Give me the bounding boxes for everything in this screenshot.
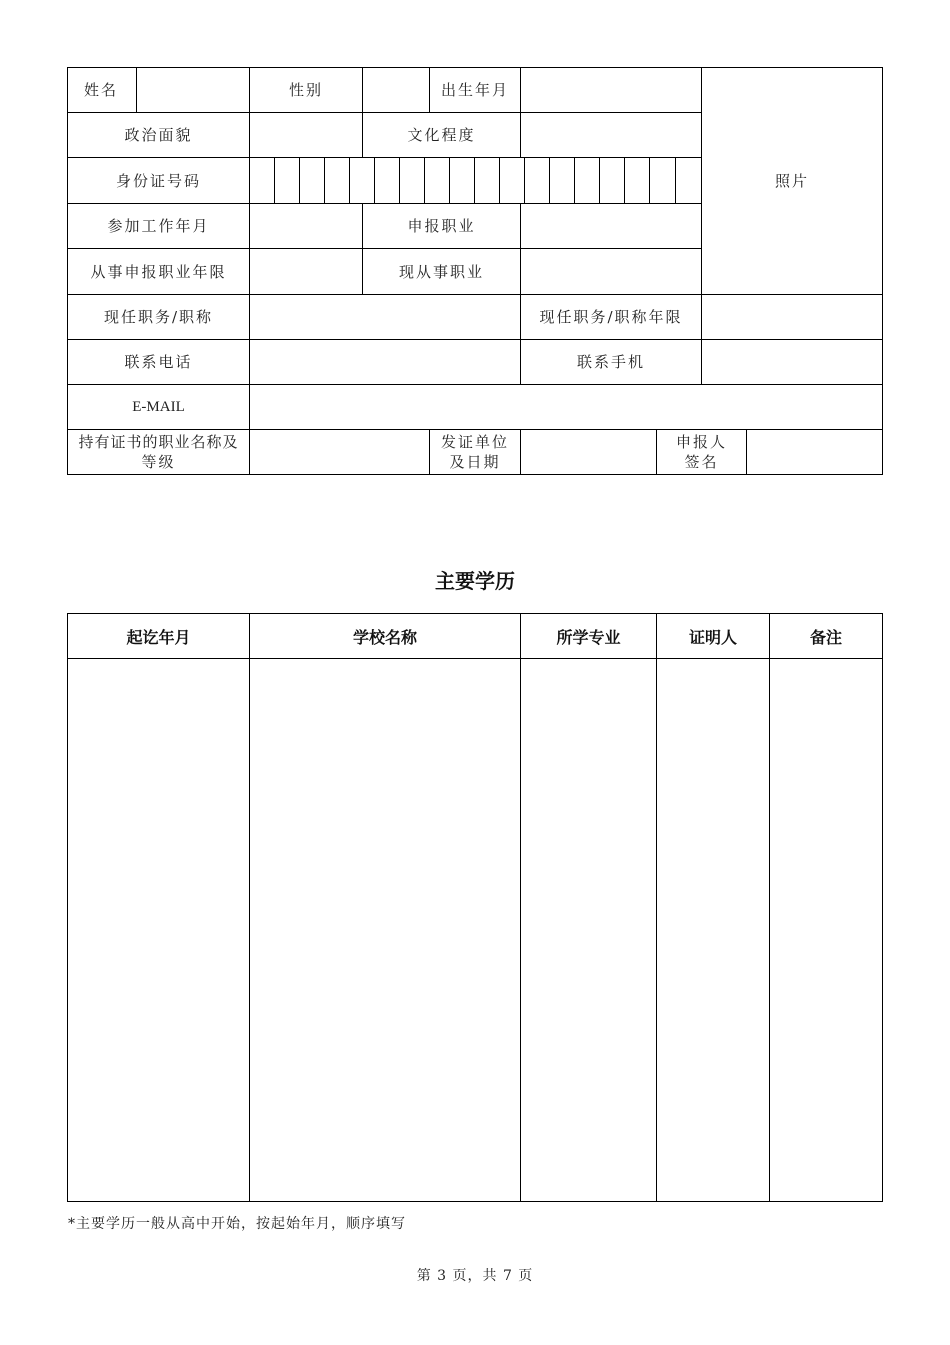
- registration-form: [67, 67, 883, 476]
- id-label: 身份证号码: [115, 171, 201, 190]
- education-level-field[interactable]: [521, 113, 701, 157]
- political-field[interactable]: [250, 113, 362, 157]
- issuer-field[interactable]: [521, 430, 656, 474]
- certificate-label: [68, 430, 249, 474]
- column-header-remarks: 备注: [809, 627, 842, 647]
- major-column-body[interactable]: [521, 659, 656, 1201]
- phone-label: 联系电话: [124, 353, 193, 371]
- current-job-label: 现从事职业: [398, 262, 484, 281]
- school-column-body[interactable]: [250, 659, 520, 1201]
- mobile-field[interactable]: [702, 340, 882, 384]
- name-label: 姓名: [84, 81, 119, 99]
- current-job-field[interactable]: [521, 249, 701, 294]
- education-table: [67, 613, 883, 1202]
- grid-line: [67, 474, 883, 475]
- signature-label-line2: 签名: [684, 453, 719, 471]
- certificate-label-line2: 等级: [141, 453, 176, 471]
- period-column-body[interactable]: [68, 659, 249, 1201]
- mobile-label: 联系手机: [576, 353, 645, 371]
- gender-label: 性别: [288, 81, 323, 99]
- issuer-label-line2: 及日期: [449, 453, 501, 471]
- education-section-title: 主要学历: [435, 569, 515, 593]
- column-header-school: 学校名称: [352, 627, 417, 647]
- birth-label: 出生年月: [440, 81, 509, 99]
- declared-job-field[interactable]: [521, 204, 701, 248]
- grid-line: [67, 1201, 883, 1202]
- phone-field[interactable]: [250, 340, 520, 384]
- name-field[interactable]: [137, 68, 249, 112]
- birth-field[interactable]: [521, 68, 701, 112]
- id-number-field[interactable]: [250, 158, 701, 203]
- remarks-column-body[interactable]: [770, 659, 882, 1201]
- current-title-years-field[interactable]: [702, 295, 882, 339]
- email-label: E-MAIL: [132, 399, 185, 415]
- education-note: *主要学历一般从高中开始，按起始年月，顺序填写: [68, 1216, 406, 1232]
- signature-label: [657, 430, 746, 474]
- issuer-label: [430, 430, 520, 474]
- signature-field[interactable]: [747, 430, 882, 474]
- email-field[interactable]: [250, 385, 882, 429]
- column-header-period: 起讫年月: [126, 627, 191, 647]
- column-header-major: 所学专业: [556, 627, 621, 647]
- work-start-field[interactable]: [250, 204, 362, 248]
- photo-box: 照片: [774, 172, 809, 190]
- certificate-field[interactable]: [250, 430, 429, 474]
- education-level-label: 文化程度: [407, 126, 476, 144]
- current-title-label: 现任职务/职称: [103, 308, 214, 326]
- witness-column-body[interactable]: [657, 659, 769, 1201]
- years-in-job-label: 从事申报职业年限: [90, 262, 227, 281]
- issuer-label-line1: 发证单位: [440, 433, 509, 451]
- years-in-job-field[interactable]: [250, 249, 362, 294]
- page-number: 第 3 页，共 7 页: [416, 1268, 534, 1284]
- gender-field[interactable]: [363, 68, 429, 112]
- current-title-years-label: 现任职务/职称年限: [539, 308, 683, 326]
- certificate-label-line1: 持有证书的职业名称及: [78, 433, 239, 451]
- column-header-witness: 证明人: [688, 627, 737, 647]
- work-start-label: 参加工作年月: [107, 217, 210, 235]
- grid-line: [882, 613, 883, 1202]
- declared-job-label: 申报职业: [407, 217, 476, 235]
- political-label: 政治面貌: [124, 126, 193, 144]
- signature-label-line1: 申报人: [675, 433, 727, 451]
- current-title-field[interactable]: [250, 295, 520, 339]
- grid-line: [882, 67, 883, 475]
